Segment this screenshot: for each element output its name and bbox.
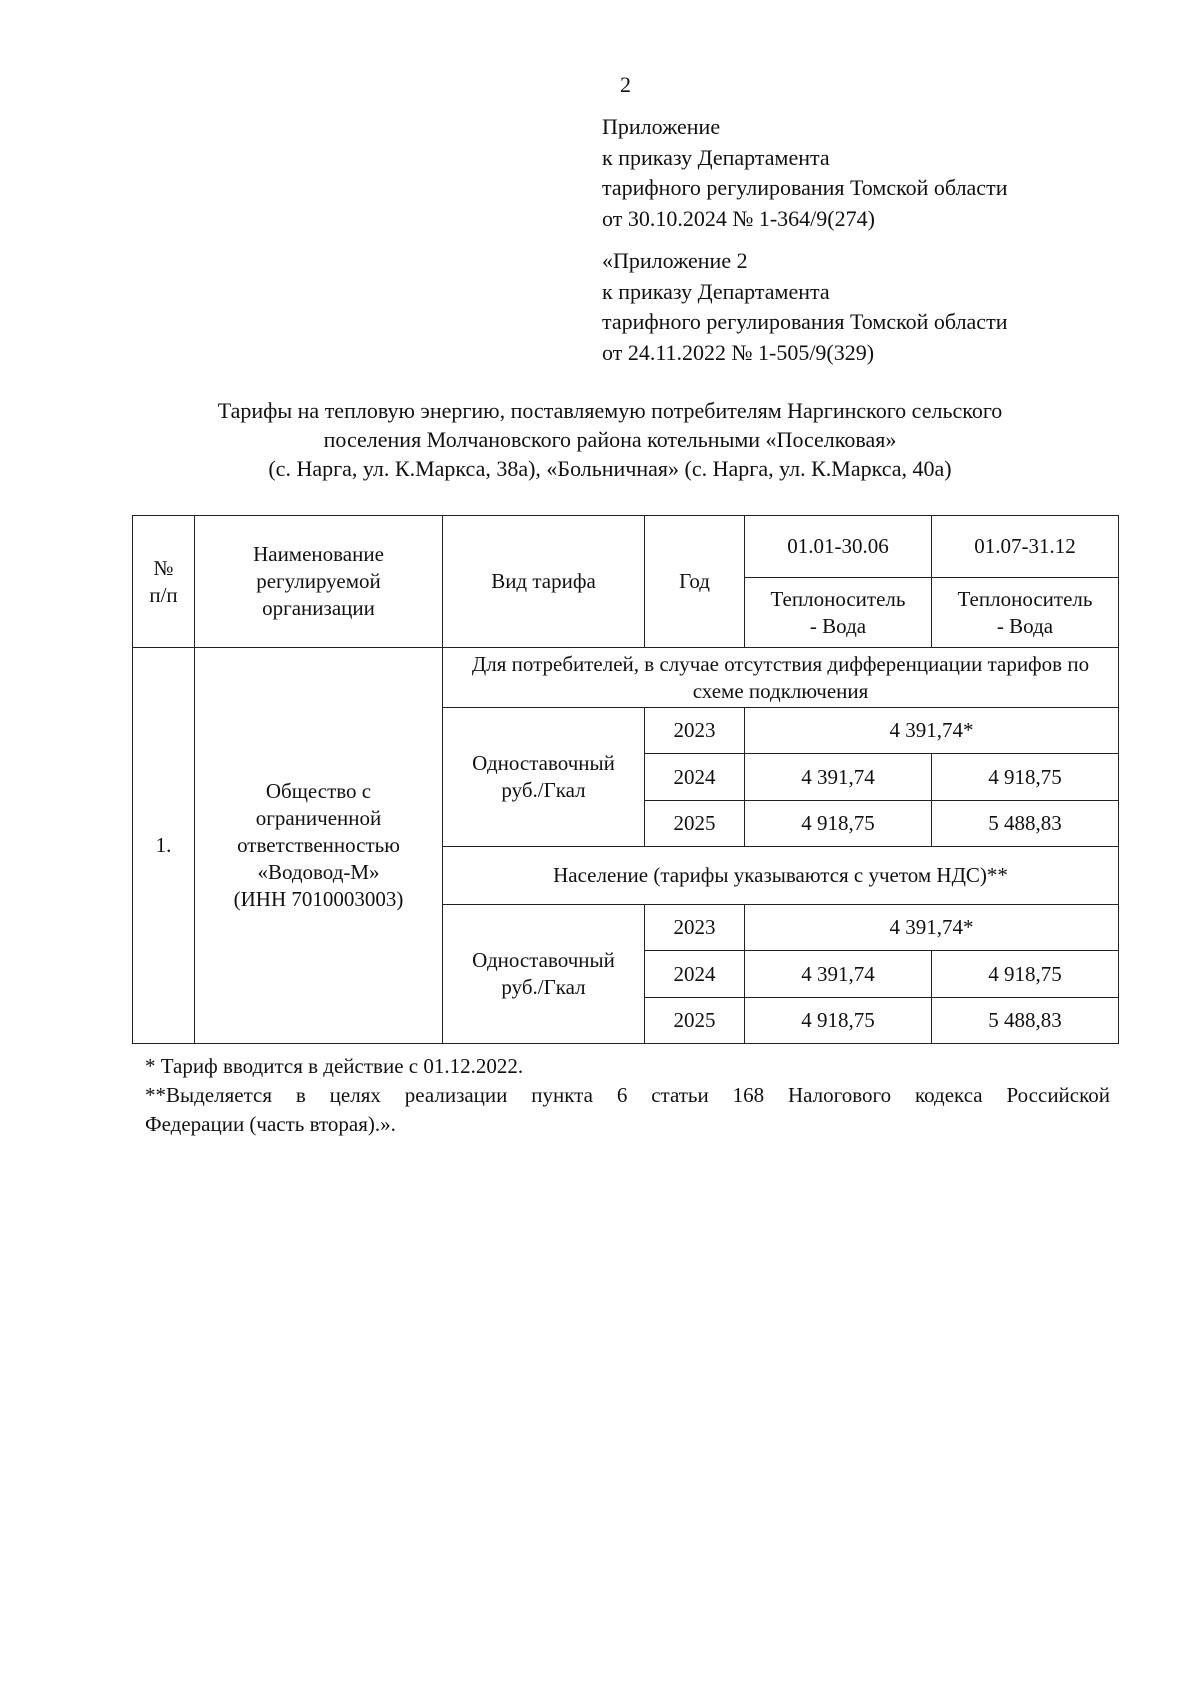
year-cell: 2025: [645, 801, 745, 847]
header-org-name: Наименование регулируемой организации: [195, 516, 443, 648]
footnotes: [145, 1052, 1110, 1139]
tariff-value-h1: 4 918,75: [745, 801, 932, 847]
footnote-2-line: **Выделяется в целях реализации пункта 6 статьи 168 Налогового кодекса Российской: [145, 1083, 1110, 1107]
annex-line: к приказу Департамента: [602, 144, 830, 170]
footnote-2-line: Федерации (часть вторая).».: [145, 1112, 396, 1136]
tariff-kind-line: Одноставочный: [472, 948, 615, 972]
tariff-kind: [443, 905, 645, 1044]
title-line: Тарифы на тепловую энергию, поставляемую потребителям Наргинского сельского: [217, 398, 1003, 423]
annex-line: от 24.11.2022 № 1-505/9(329): [602, 339, 875, 365]
header-carrier-line: - Вода: [809, 613, 867, 638]
annex-line: Приложение: [602, 114, 721, 139]
header-year: Год: [645, 516, 745, 648]
org-line: «Водовод-М»: [257, 860, 380, 884]
organization-name: [195, 648, 443, 1044]
tariff-table: [132, 515, 1119, 1044]
header-carrier-line: Теплоноситель: [957, 586, 1093, 611]
annex-line: тарифного регулирования Томской области: [602, 175, 1008, 200]
document-title: [130, 396, 1090, 483]
year-cell: 2024: [645, 951, 745, 998]
year-cell: 2025: [645, 998, 745, 1044]
annex-line: «Приложение 2: [602, 248, 748, 273]
table-row: [133, 648, 1119, 708]
annex-line: к приказу Департамента: [602, 278, 830, 304]
tariff-value-h2: 5 488,83: [932, 801, 1119, 847]
org-line: (ИНН 7010003003): [233, 887, 404, 911]
header-number-line: №: [153, 555, 174, 580]
org-line: ответственностью: [237, 833, 400, 857]
year-cell: 2023: [645, 708, 745, 754]
page-number: 2: [620, 72, 631, 97]
row-number: 1.: [133, 648, 195, 1044]
header-carrier-line: - Вода: [996, 613, 1054, 638]
header-number-line: п/п: [149, 582, 178, 607]
tariff-value-h1: 4 391,74: [745, 754, 932, 801]
tariff-kind-line: Одноставочный: [472, 751, 615, 775]
annex-line: от 30.10.2024 № 1-364/9(274): [602, 205, 875, 231]
footnote-1: * Тариф вводится в действие с 01.12.2022.: [145, 1054, 524, 1078]
title-line: (с. Нарга, ул. К.Маркса, 38а), «Больничная» (с. Нарга, ул. К.Маркса, 40а): [268, 456, 952, 481]
annex-header-current: [602, 112, 1007, 234]
header-period-2: 01.07-31.12: [932, 516, 1119, 578]
annex-header-amended: [602, 246, 1007, 368]
annex-line: тарифного регулирования Томской области: [602, 309, 1008, 334]
tariff-kind-line: руб./Гкал: [501, 975, 586, 999]
tariff-kind: [443, 708, 645, 847]
header-row: [133, 516, 1119, 578]
header-tariff-kind: Вид тарифа: [443, 516, 645, 648]
org-line: Общество с: [265, 779, 372, 803]
header-carrier-line: Теплоноситель: [770, 586, 906, 611]
tariff-kind-line: руб./Гкал: [501, 778, 586, 802]
tariff-value-h2: 4 918,75: [932, 754, 1119, 801]
tariff-value-h2: 4 918,75: [932, 951, 1119, 998]
tariff-value-merged: 4 391,74*: [745, 905, 1119, 951]
header-carrier-2: [932, 578, 1119, 648]
tariff-value-h1: 4 391,74: [745, 951, 932, 998]
tariff-value-merged: 4 391,74*: [745, 708, 1119, 754]
header-carrier-1: [745, 578, 932, 648]
year-cell: 2023: [645, 905, 745, 951]
group-title: Население (тарифы указываются с учетом НДС)**: [443, 847, 1119, 905]
title-line: поселения Молчановского района котельными «Поселковая»: [323, 427, 897, 452]
org-line: ограниченной: [255, 806, 382, 830]
header-number: [133, 516, 195, 648]
tariff-value-h2: 5 488,83: [932, 998, 1119, 1044]
tariff-value-h1: 4 918,75: [745, 998, 932, 1044]
header-period-1: 01.01-30.06: [745, 516, 932, 578]
group-title: Для потребителей, в случае отсутствия дифференциации тарифов по схеме подключения: [443, 648, 1119, 708]
year-cell: 2024: [645, 754, 745, 801]
